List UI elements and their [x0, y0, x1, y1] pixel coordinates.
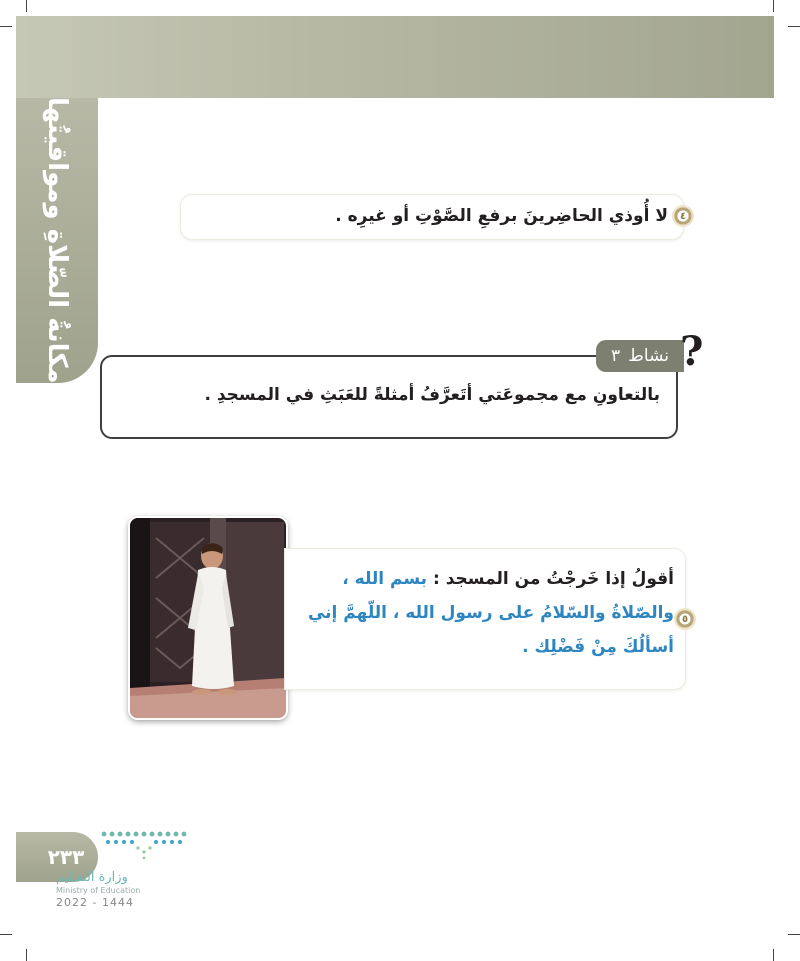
crop-mark: [773, 0, 774, 12]
question-mark-icon: ?: [680, 328, 704, 375]
chapter-title: [16, 98, 98, 383]
page-number: ٢٣٣: [47, 845, 85, 869]
crop-mark: [26, 949, 27, 961]
activity-number: ٣: [611, 346, 621, 366]
chapter-title-text: مكانةُ الصّلاةِ ومواقيتُها: [42, 97, 72, 384]
activity-text: بالتعاونِ مع مجموعَتي أتَعرَّفُ أمثلةً للعَبَثِ في المسجدِ .: [204, 385, 660, 405]
crop-mark: [26, 0, 27, 12]
exit-mosque-supplication: بسم الله ، والصّلاةُ والسّلامُ على رسول الله ، اللّهمَّ إني أسألُكَ مِنْ فَضْلِك .: [307, 569, 674, 657]
ministry-logo-icon: [98, 828, 190, 868]
item-4-number-badge: ٤: [672, 205, 694, 227]
crop-mark: [0, 26, 12, 27]
item-5-number-badge: ٥: [674, 608, 696, 630]
activity-tag: [596, 340, 684, 372]
ministry-name-english: Ministry of Education: [56, 886, 141, 895]
header-band: [16, 16, 774, 98]
activity-label: نشاط: [628, 346, 669, 366]
crop-mark: [788, 934, 800, 935]
photo-illustration: [130, 518, 286, 718]
edition-year: 2022 - 1444: [56, 896, 134, 909]
ministry-name-arabic: وزارة التعـليم: [56, 870, 128, 885]
crop-mark: [0, 934, 12, 935]
crop-mark: [788, 26, 800, 27]
item-5-intro: أقولُ إذا خَرجْتُ من المسجد :: [427, 569, 674, 589]
crop-mark: [773, 949, 774, 961]
item-5-text: [300, 562, 674, 664]
item-4-text: لا أُوذي الحاضِرينَ برفعِ الصَّوْتِ أو غيرِه .: [335, 206, 668, 226]
boy-leaving-mosque-photo: [128, 516, 288, 720]
